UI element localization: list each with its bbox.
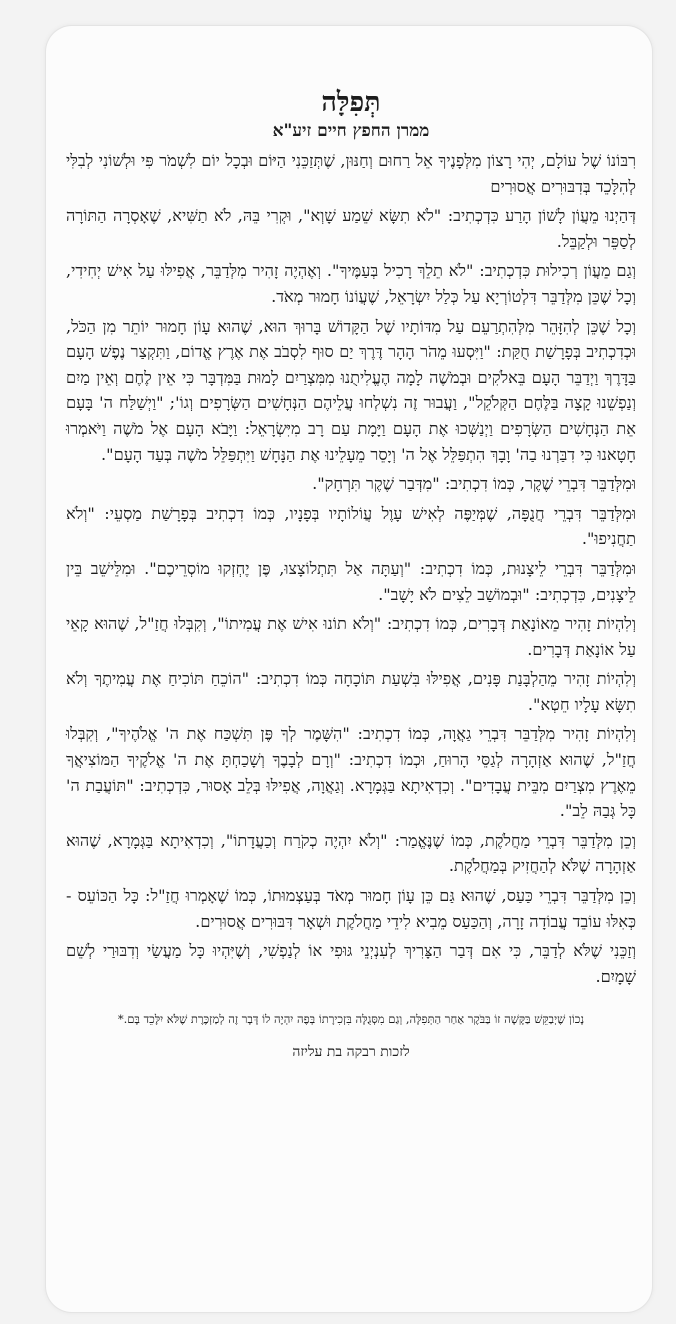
paragraph-arrogance: וְלִהְיוֹת זָהִיר מִלְּדַבֵּר דִּבְרֵי גַאֲוָה, כְּמוֹ דִכְתִיב: "הִשָּׁמֶר לְךָ פֶּן תִּשְׁכַּח אֶת ה' אֱלֹהֶיךָ", וְקִבְּלוּ חֲזַ"ל, שֶׁהוּא אַזְהָרָה לְגַסֵּי הָרוּחַ, וּכְמוֹ דִכְתִיב: "וְרָם לְבָבֶךָ וְשָׁכַחְתָּ אֶת ה' אֱלֹקֶיךָ הַמּוֹצִיאֲךָ מֵאֶרֶץ מִצְרַיִם מִבֵּית עֲבָדִים". וְכִדְאִיתָא בַּגְּמָרָא. וְגַאֲוָה, אֲפִילּוּ בְּלֵב אָסוּר, כִּדְכְתִיב: "תּוֹעֲבַת ה' כָּל גְּבַהּ לֵב". (66, 724, 636, 821)
prayer-content (66, 86, 636, 1062)
paragraph-anger: וְכֵן מִלְּדַבֵּר דִּבְרֵי כַּעַס, שֶׁהוּא גַּם כֵּן עָוֹן חָמוּר מְאֹד בְּעַצְמוּתוֹ, כְּמוֹ שֶׁאָמְרוּ חֲזַ"ל: כָּל הַכּוֹעֵס - כְּאִלּוּ עוֹבֵד עֲבוֹדָה זָרָה, וְהַכַּעַס מֵבִיא לִידֵי מַחֲלֹקֶת וּשְׁאָר דִּבּוּרִים אֲסוּרִים. (66, 886, 636, 931)
paragraph-flattery: וּמִלְּדַבֵּר דִּבְרֵי חֲנֻפָּה, שֶׁמְּיַפֶּה לְאִישׁ עָוֶל עֲוֹלוֹתָיו בְּפָנָיו, כְּמוֹ דִכְתִיב בְּפָרָשַׁת מַסְעֵי: "וְלֹא תַחֲנִיפוּ". (66, 503, 636, 549)
dedication: לזכות רבקה בת עליזה (292, 1044, 410, 1061)
paragraph-rechilut: וְגַם מֵעֲוֹן רְכִילוּת כִּדְכְתִיב: "לֹא תֵלֵךְ רָכִיל בְּעַמֶּיךָ". וְאֶהְיֶה זָהִיר מִלְּדַבֵּר, אֲפִילּוּ עַל אִישׁ יְחִידִי, וְכָל שֶׁכֵּן מִלְּדַבֵּר דִּלְטוֹרְיָא עַל כְּלַל יִשְׂרָאֵל, שֶׁעֲוֹנוֹ חָמוּר מְאֹד. (66, 261, 636, 306)
paragraph-lashon-hara: דְּהַיְנוּ מֵעֲוֹן לָשׁוֹן הָרַע כִּדְכְתִיב: "לֹא תִשָּׂא שֵׁמַע שָׁוְא", וּקְרִי בֵּהּ, לֹא תַשִּׁיא, שֶׁאָסְרָה הַתּוֹרָה לְסַפֵּר וּלְקַבֵּל. (66, 206, 636, 251)
footnote: נָכוֹן שֶׁיְבַקֵּשׁ בַּקָּשָׁה זוֹ בַּבֹּקֶר אַחַר הַתְּפִלָּה, וְגַם מִסְּגֻלָּה בִּזְכִירָתוֹ בְּפֶה יִהְיֶה לוֹ דָּבָר זֶה לְמַזְכֶּרֶת שֶׁלֹּא יִלָּכֵד בָּם.* (117, 1012, 585, 1027)
paragraph-mockery: וּמִלְּדַבֵּר דִּבְרֵי לֵיצָנוּת, כְּמוֹ דִכְתִיב: "וְעַתָּה אַל תִּתְלוֹצָצוּ, פֶּן יֶחְזְקוּ מוֹסְרֵיכֶם". וּמִלֵּישֵׁב בֵּין לֵיצָנִים, כִּדְכְתִיב: "וּבְמוֹשַׁב לֵצִים לֹא יָשָׁב". (66, 558, 636, 604)
prayer-card (46, 26, 652, 1312)
prayer-title: תְּפִלָּה (321, 87, 381, 118)
paragraph-closing: וְזַכֵּנִי שֶׁלֹּא לְדַבֵּר, כִּי אִם דְּבַר הַצָּרִיךְ לְעִנְיְנֵי גּוּפִי אוֹ לְנַפְשִׁי, וְשֶׁיִּהְיוּ כָּל מַעֲשַׂי וְדִבּוּרַי לְשֵׁם שָׁמָיִם. (66, 941, 636, 986)
paragraph-onaah: וְלִהְיוֹת זָהִיר מֵאוֹנָאַת דְּבָרִים, כְּמוֹ דִכְתִיב: "וְלֹא תוֹנוּ אִישׁ אֶת עֲמִיתוֹ", וְקִבְּלוּ חֲזַ"ל, שֶׁהוּא קָאֵי עַל אוֹנָאַת דְּבָרִים. (66, 614, 636, 659)
paragraph-embarrassment: וְלִהְיוֹת זָהִיר מֵהַלְבָּנַת פָּנִים, אֲפִילּוּ בִּשְׁעַת תּוֹכָחָה כְּמוֹ דִכְתִיב: "הוֹכֵחַ תּוֹכִיחַ אֶת עֲמִיתֶךָ וְלֹא תִשָּׂא עָלָיו חֵטְא". (66, 669, 636, 714)
paragraph-complaint: וְכָל שֶׁכֵּן לְהִזָּהֵר מִלְּהִתְרַעֵם עַל מִדּוֹתָיו שֶׁל הַקָּדוֹשׁ בָּרוּךְ הוּא, שֶׁהוּא עָוֹן חָמוּר יוֹתֵר מִן הַכֹּל, וּכְדִכְתִיב בְּפָרָשַׁת חֻקַּת: "וַיִּסְעוּ מֵהֹר הָהָר דֶּרֶךְ יַם סוּף לִסְבֹב אֶת אֶרֶץ אֱדוֹם, וַתִּקְצַר נֶפֶשׁ הָעָם בַּדָּרֶךְ וַיְדַבֵּר הָעָם בֵּאלֹקִים וּבְמֹשֶׁה לָמָה הֶעֱלִיתֻנוּ מִמִּצְרַיִם לָמוּת בַּמִּדְבָּר כִּי אֵין לֶחֶם וְאֵין מַיִם וְנַפְשֵׁנוּ קָצָה בַּלֶּחֶם הַקְּלֹקֵל", וַעֲבוּר זֶה נִשְׁלְחוּ עֲלֵיהֶם הַנְּחָשִׁים הַשְּׂרָפִים וְגוֹ'; "וַיְשַׁלַּח ה' בָּעָם אֵת הַנְּחָשִׁים הַשְּׂרָפִים וַיְנַשְּׁכוּ אֶת הָעָם וַיָּמָת עַם רָב מִיִּשְׂרָאֵל: וַיָּבֹא הָעָם אֶל מֹשֶׁה וַיֹּאמְרוּ חָטָאנוּ כִּי דִבַּרְנוּ בַה' וָבָךְ הִתְפַּלֵּל אֶל ה' וְיָסֵר מֵעָלֵינוּ אֶת הַנָּחָשׁ וַיִּתְפַּלֵּל מֹשֶׁה בְּעַד הָעָם". (66, 316, 636, 464)
prayer-author: ממרן החפץ חיים זיע"א (272, 121, 430, 141)
paragraph-opening: רִבּוֹנוֹ שֶׁל עוֹלָם, יְהִי רָצוֹן מִלְּפָנֶיךָ אֵל רַחוּם וְחַנּוּן, שֶׁתְּזַכֵּנִי הַיּוֹם וּבְכָל יוֹם לִשְׁמֹר פִּי וּלְשׁוֹנִי לְבִלִּי לְהִלָּכֵד בְּדִבּוּרִים אֲסוּרִים (66, 151, 636, 196)
paragraph-dispute: וְכֵן מִלְּדַבֵּר דִּבְרֵי מַחֲלֹקֶת, כְּמוֹ שֶׁנֶּאֱמַר: "וְלֹא יִהְיֶה כְקֹרַח וְכַעֲדָתוֹ", וְכִדְאִיתָא בַּגְּמָרָא, שֶׁהוּא אַזְהָרָה שֶׁלֹּא לְהַחֲזִיק בְּמַחֲלֹקֶת. (66, 830, 636, 876)
paragraph-falsehood: וּמִלְּדַבֵּר דִּבְרֵי שֶׁקֶר, כְּמוֹ דִכְתִיב: "מִדְּבַר שֶׁקֶר תִּרְחָק". (312, 474, 636, 494)
